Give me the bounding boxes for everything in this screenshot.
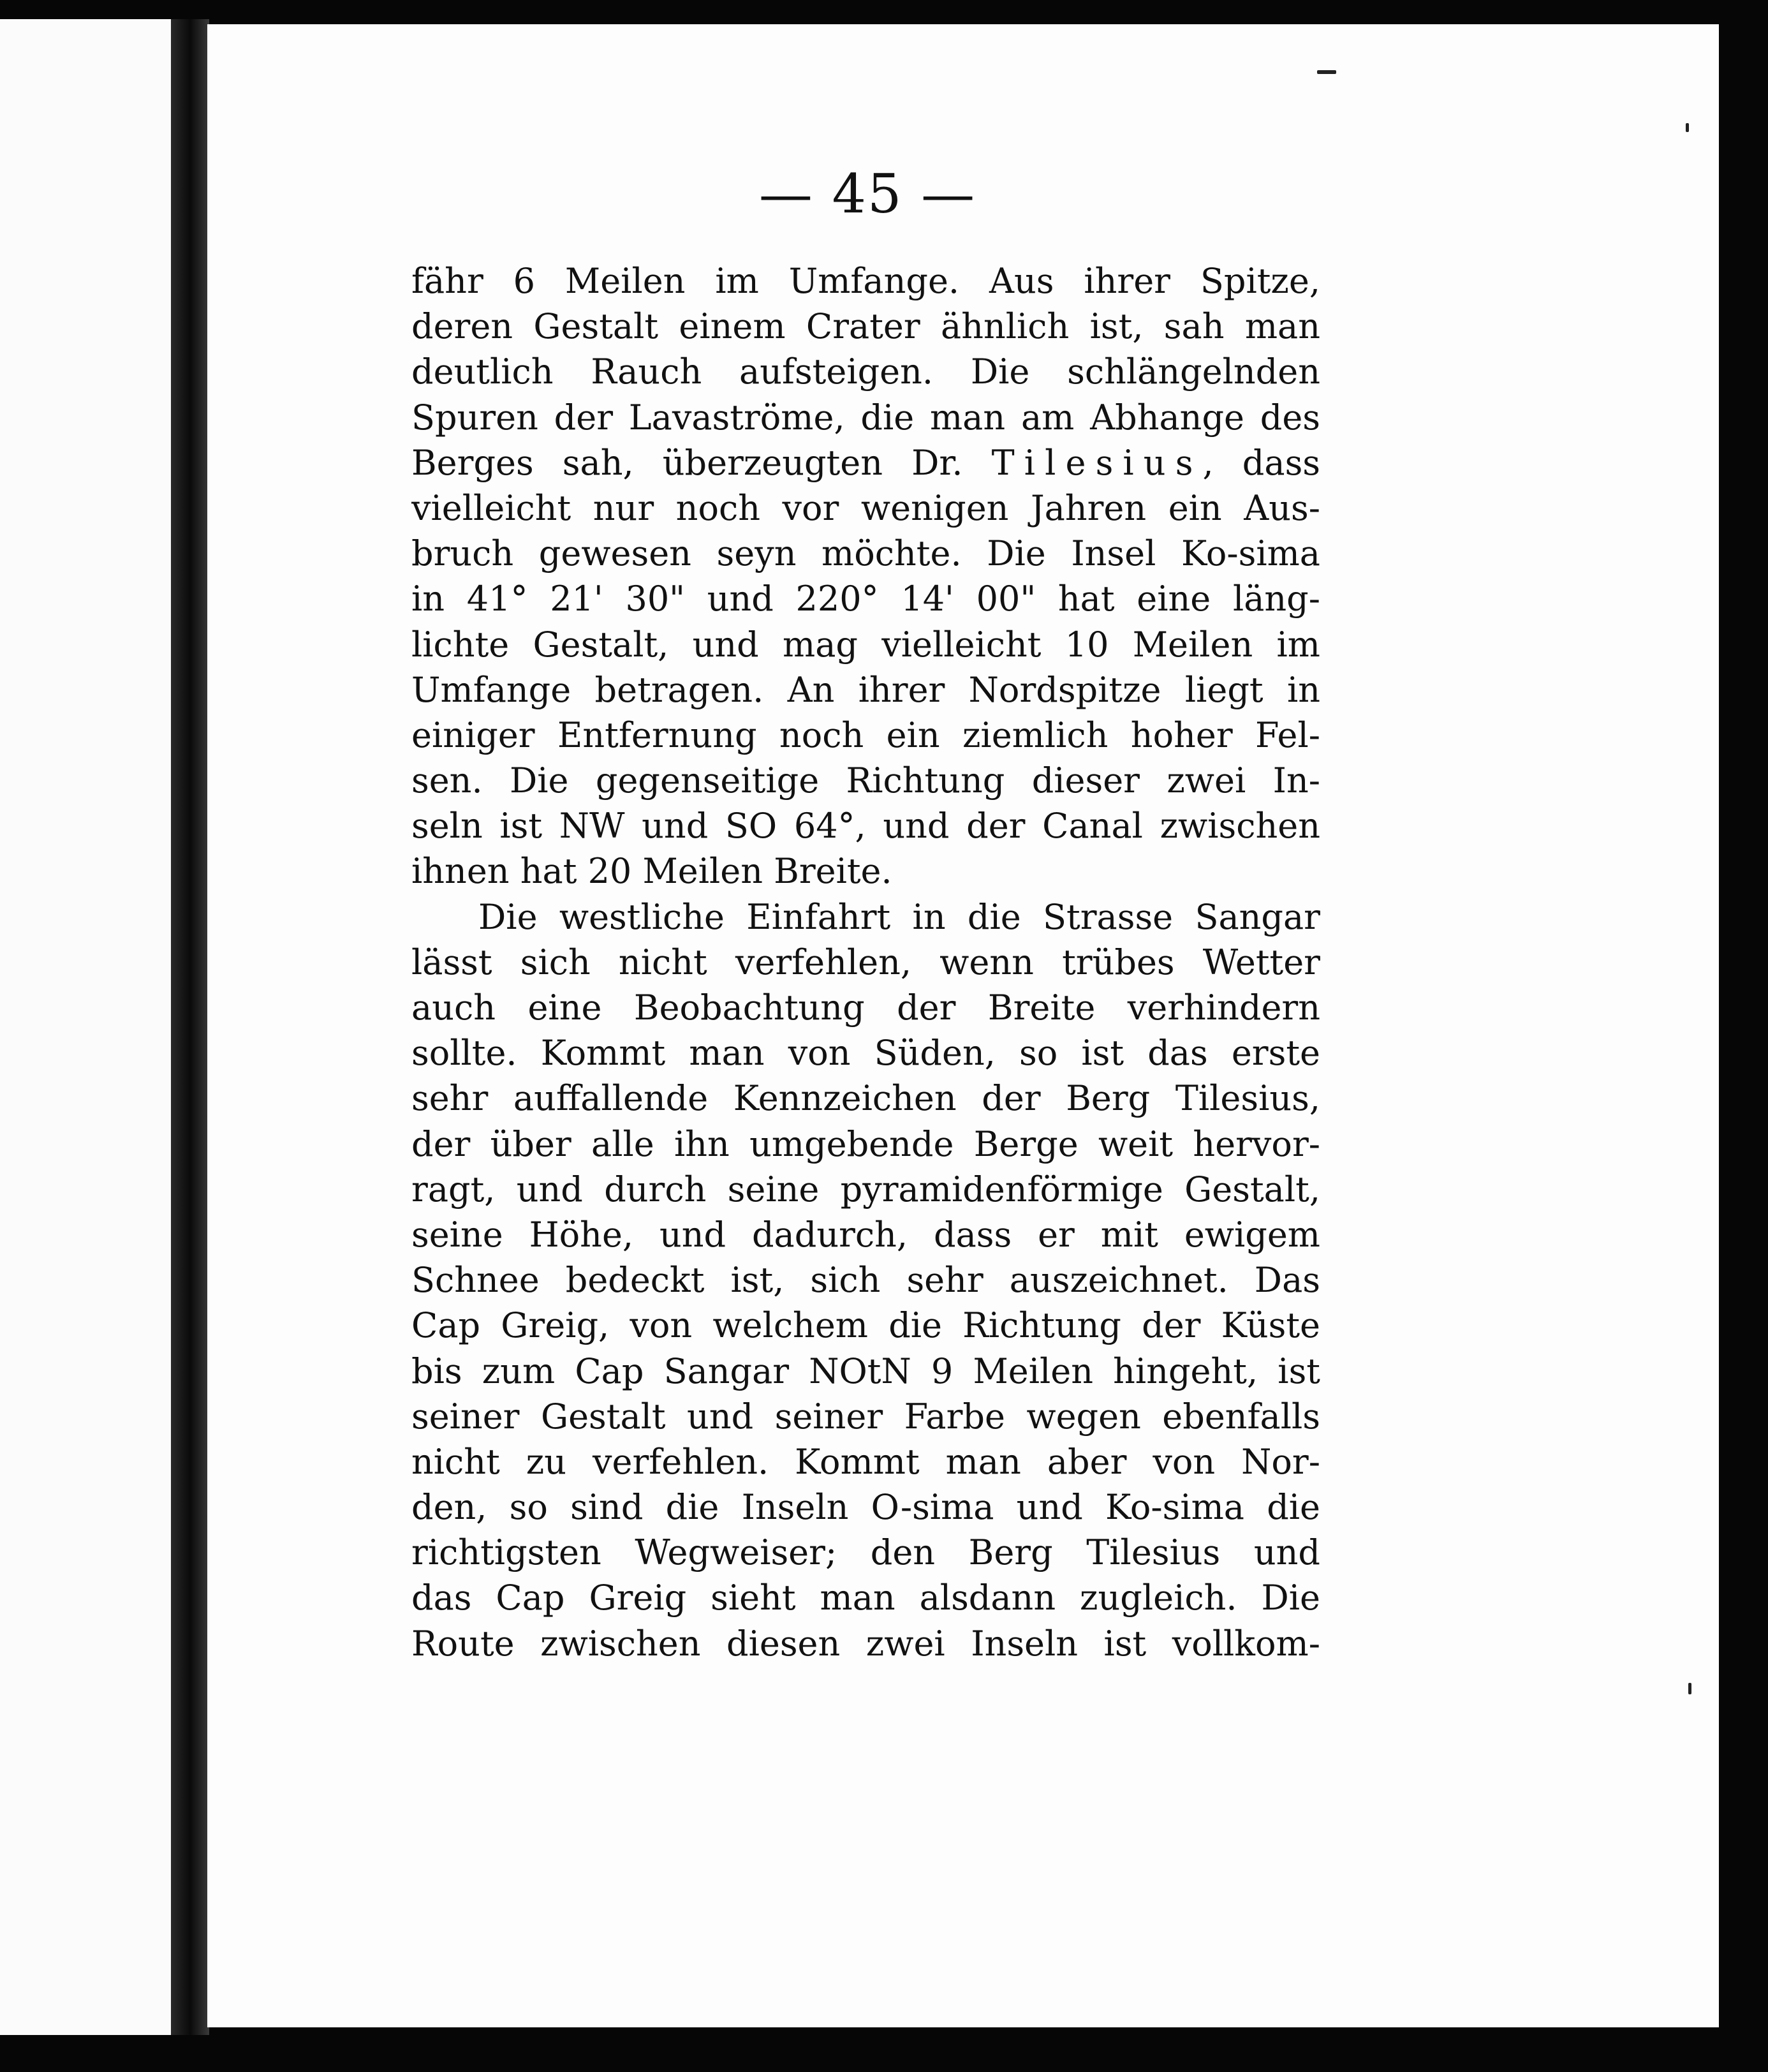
spaced-name-tilesius: Tilesius	[991, 442, 1203, 483]
text-line: der über alle ihn umgebende Berge weit hervor-	[411, 1123, 1320, 1164]
scan-speck	[1686, 123, 1689, 132]
text-line: seine Höhe, und dadurch, dass er mit ewigem	[411, 1214, 1320, 1255]
text-line: fähr 6 Meilen im Umfange. Aus ihrer Spitze,	[411, 261, 1320, 301]
body-text	[411, 258, 1320, 1666]
text-line: Spuren der Lavaströme, die man am Abhange des	[411, 397, 1320, 438]
text-line: lässt sich nicht verfehlen, wenn trübes Wetter	[411, 942, 1320, 982]
text-line: deren Gestalt einem Crater ähnlich ist, sah man	[411, 306, 1320, 347]
book-gutter	[171, 19, 209, 2035]
text-line: bis zum Cap Sangar NOtN 9 Meilen hingeht, ist	[411, 1350, 1320, 1391]
text-line: ihnen hat 20 Meilen Breite.	[411, 851, 892, 892]
scan-speck	[1317, 70, 1336, 74]
text-segment: , dass	[1202, 442, 1320, 483]
text-line: den, so sind die Inseln O-sima und Ko-sima die	[411, 1487, 1320, 1528]
text-line: richtigsten Wegweiser; den Berg Tilesius und	[411, 1532, 1320, 1573]
text-line: Schnee bedeckt ist, sich sehr auszeichnet. Das	[411, 1260, 1320, 1301]
text-line: sollte. Kommt man von Süden, so ist das erste	[411, 1033, 1320, 1074]
text-line: seln ist NW und SO 64°, und der Canal zwischen	[411, 806, 1320, 847]
left-page-edge	[0, 19, 182, 2035]
text-line	[411, 440, 1320, 485]
text-line: in 41° 21' 30" und 220° 14' 00" hat eine läng-	[411, 579, 1320, 619]
text-line: vielleicht nur noch vor wenigen Jahren ein Aus-	[411, 487, 1320, 528]
text-line: lichte Gestalt, und mag vielleicht 10 Meilen im	[411, 624, 1320, 665]
scan-speck	[1688, 1683, 1691, 1694]
text-line: das Cap Greig sieht man alsdann zugleich. Die	[411, 1578, 1320, 1618]
text-line: bruch gewesen seyn möchte. Die Insel Ko-sima	[411, 533, 1320, 574]
text-line: sehr auffallende Kennzeichen der Berg Tilesius,	[411, 1078, 1320, 1119]
text-line: einiger Entfernung noch ein ziemlich hoher Fel-	[411, 714, 1320, 755]
text-segment: Berges sah, überzeugten Dr.	[411, 442, 963, 483]
text-line: Route zwischen diesen zwei Inseln ist vollkom-	[411, 1623, 1320, 1664]
text-line: Cap Greig, von welchem die Richtung der Küste	[411, 1305, 1320, 1346]
text-line: deutlich Rauch aufsteigen. Die schlängelnden	[411, 352, 1320, 392]
text-line: nicht zu verfehlen. Kommt man aber von Nor-	[411, 1441, 1320, 1482]
page-number: — 45 —	[758, 163, 976, 225]
text-line: sen. Die gegenseitige Richtung dieser zwei In-	[411, 760, 1320, 801]
text-line: ragt, und durch seine pyramidenförmige Gestalt,	[411, 1169, 1320, 1210]
text-line: Umfange betragen. An ihrer Nordspitze liegt in	[411, 669, 1320, 710]
text-line: seiner Gestalt und seiner Farbe wegen ebenfalls	[411, 1396, 1320, 1437]
text-line: Die westliche Einfahrt in die Strasse Sangar	[478, 896, 1320, 937]
text-line: auch eine Beobachtung der Breite verhindern	[411, 988, 1320, 1028]
